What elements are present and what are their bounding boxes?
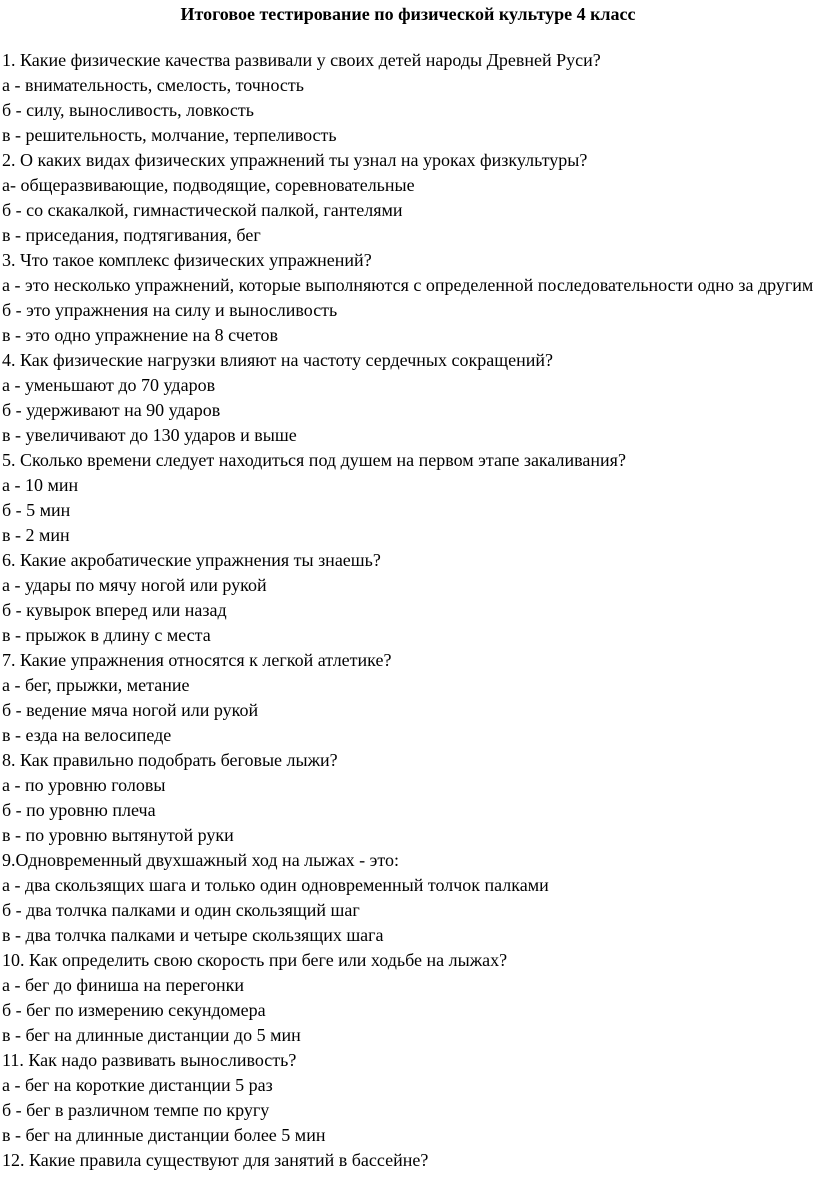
answer-1b: б - силу, выносливость, ловкость	[2, 100, 254, 120]
answer-9c: в - два толчка палками и четыре скользящих шага	[2, 925, 384, 945]
answer-7b: б - ведение мяча ногой или рукой	[2, 700, 259, 720]
answer-3b: б - это упражнения на силу и выносливость	[2, 300, 338, 320]
answer-10b: б - бег по измерению секундомера	[2, 1000, 266, 1020]
answer-2b: б - со скакалкой, гимнастической палкой, гантелями	[2, 200, 403, 220]
answer-1c: в - решительность, молчание, терпеливость	[2, 125, 337, 145]
answer-6b: б - кувырок вперед или назад	[2, 600, 227, 620]
answer-4b: б - удерживают на 90 ударов	[2, 400, 221, 420]
answer-4a: а - уменьшают до 70 ударов	[2, 375, 216, 395]
answer-2c: в - приседания, подтягивания, бег	[2, 225, 261, 245]
question-1: 1. Какие физические качества развивали у своих детей народы Древней Руси?	[2, 50, 601, 70]
question-10: 10. Как определить свою скорость при беге или ходьбе на лыжах?	[2, 950, 508, 970]
answer-7a: а - бег, прыжки, метание	[2, 675, 190, 695]
answer-5a: а - 10 мин	[2, 475, 79, 495]
answer-11b: б - бег в различном темпе по кругу	[2, 1100, 270, 1120]
answer-2a: а- общеразвивающие, подводящие, соревновательные	[2, 175, 415, 195]
question-2: 2. О каких видах физических упражнений ты узнал на уроках физкультуры?	[2, 150, 588, 170]
question-11: 11. Как надо развивать выносливость?	[2, 1050, 297, 1070]
answer-8c: в - по уровню вытянутой руки	[2, 825, 234, 845]
answer-8a: а - по уровню головы	[2, 775, 166, 795]
question-7: 7. Какие упражнения относятся к легкой атлетике?	[2, 650, 392, 670]
answer-1a: а - внимательность, смелость, точность	[2, 75, 304, 95]
answer-3a: а - это несколько упражнений, которые выполняются с определенной последовательности одно за другим	[2, 275, 814, 295]
answer-11c: в - бег на длинные дистанции более 5 мин	[2, 1125, 326, 1145]
answer-5c: в - 2 мин	[2, 525, 70, 545]
question-4: 4. Как физические нагрузки влияют на частоту сердечных сокращений?	[2, 350, 553, 370]
answer-4c: в - увеличивают до 130 ударов и выше	[2, 425, 297, 445]
question-3: 3. Что такое комплекс физических упражнений?	[2, 250, 372, 270]
answer-6a: а - удары по мячу ногой или рукой	[2, 575, 267, 595]
question-12: 12. Какие правила существуют для занятий в бассейне?	[2, 1150, 429, 1170]
question-6: 6. Какие акробатические упражнения ты знаешь?	[2, 550, 381, 570]
answer-6c: в - прыжок в длину с места	[2, 625, 211, 645]
answer-9b: б - два толчка палками и один скользящий шаг	[2, 900, 360, 920]
question-9: 9.Одновременный двухшажный ход на лыжах - это:	[2, 850, 400, 870]
answer-7c: в - езда на велосипеде	[2, 725, 172, 745]
question-5: 5. Сколько времени следует находиться под душем на первом этапе закаливания?	[2, 450, 626, 470]
answer-10c: в - бег на длинные дистанции до 5 мин	[2, 1025, 301, 1045]
answer-11a: а - бег на короткие дистанции 5 раз	[2, 1075, 273, 1095]
answer-5b: б - 5 мин	[2, 500, 71, 520]
question-8: 8. Как правильно подобрать беговые лыжи?	[2, 750, 338, 770]
document-title: Итоговое тестирование по физической культуре 4 класс	[180, 4, 636, 24]
answer-3c: в - это одно упражнение на 8 счетов	[2, 325, 278, 345]
answer-8b: б - по уровню плеча	[2, 800, 156, 820]
answer-9a: а - два скользящих шага и только один одновременный толчок палками	[2, 875, 549, 895]
document-body	[2, 48, 814, 1173]
answer-10a: а - бег до финиша на перегонки	[2, 975, 245, 995]
